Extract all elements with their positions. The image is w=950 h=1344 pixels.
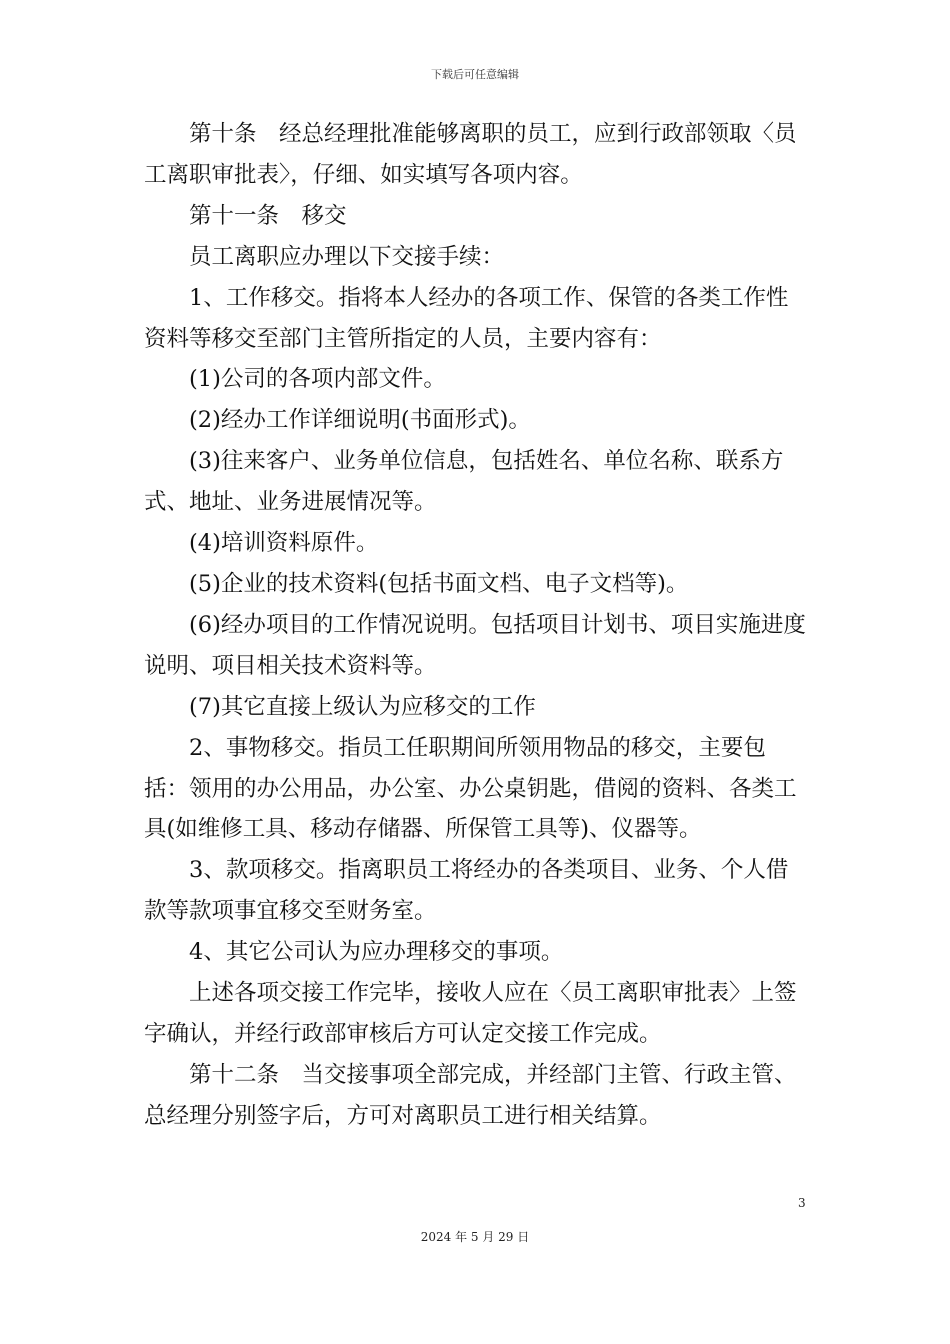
page-number: 3 <box>798 1196 806 1210</box>
list-item-2: (2)经办工作详细说明(书面形式)。 <box>189 407 531 434</box>
funds-handover-item: 3、款项移交。指离职员工将经办的各类项目、业务、个人借款等款项事宜移交至财务室。 <box>144 857 789 925</box>
list-item-7: (7)其它直接上级认为应移交的工作 <box>189 693 536 720</box>
work-handover-item: 1、工作移交。指将本人经办的各项工作、保管的各类工作性资料等移交至部门主管所指定的人员，主要内容有： <box>144 284 789 352</box>
list-item-4: (4)培训资料原件。 <box>189 530 379 557</box>
list-item-6: (6)经办项目的工作情况说明。包括项目计划书、项目实施进度说明、项目相关技术资料等。 <box>144 611 806 679</box>
other-handover-item: 4、其它公司认为应办理移交的事项。 <box>189 939 564 966</box>
article-12-paragraph: 第十二条 当交接事项全部完成，并经部门主管、行政主管、总经理分别签字后，方可对离职员工进行相关结算。 <box>144 1061 797 1129</box>
article-10-paragraph: 第十条 经总经理批准能够离职的员工，应到行政部领取〈员工离职审批表〉，仔细、如实填写各项内容。 <box>144 121 797 188</box>
page-header: 下载后可任意编辑 <box>431 68 519 81</box>
document-body <box>144 114 810 1137</box>
article-11-heading: 第十一条 移交 <box>189 202 347 229</box>
goods-handover-item: 2、事物移交。指员工任职期间所领用物品的移交，主要包括：领用的办公用品，办公室、办公桌钥匙，借阅的资料、各类工具(如维修工具、移动存储器、所保管工具等)、仪器等。 <box>144 734 797 843</box>
list-item-5: (5)企业的技术资料(包括书面文档、电子文档等)。 <box>189 570 689 597</box>
page-footer-date: 2024 年 5 月 29 日 <box>420 1230 530 1244</box>
handover-intro: 员工离职应办理以下交接手续： <box>189 243 505 270</box>
list-item-1: (1)公司的各项内部文件。 <box>189 366 446 393</box>
list-item-3: (3)往来客户、业务单位信息，包括姓名、单位名称、联系方式、地址、业务进展情况等。 <box>144 448 784 516</box>
handover-confirmation-paragraph: 上述各项交接工作完毕，接收人应在〈员工离职审批表〉上签字确认，并经行政部审核后方可认定交接工作完成。 <box>144 980 797 1047</box>
